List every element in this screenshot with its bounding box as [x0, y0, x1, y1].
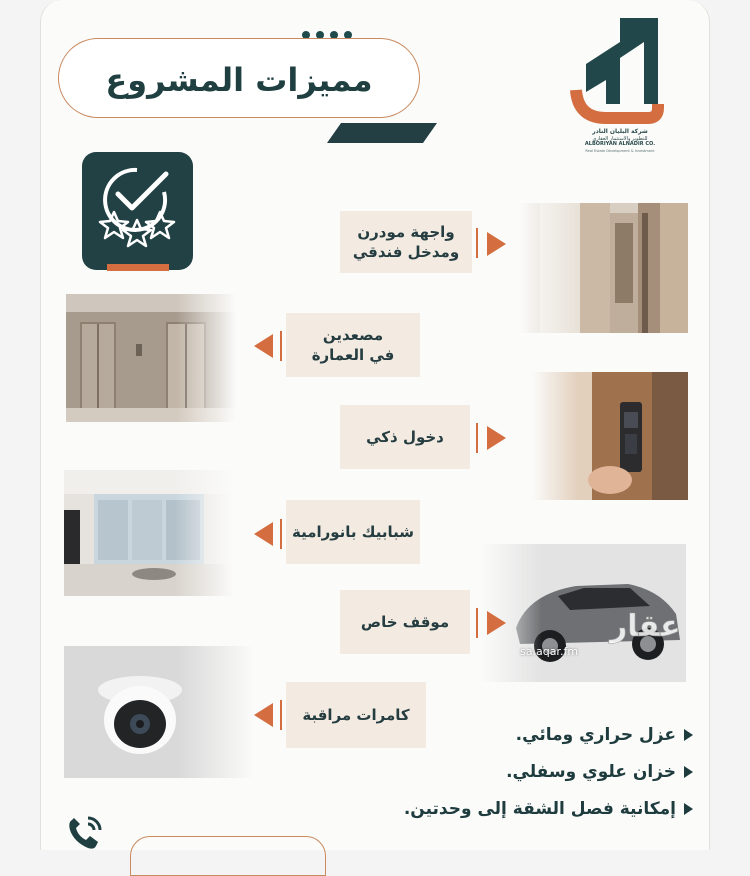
security-camera-photo: [64, 646, 254, 778]
check-stars-icon: [82, 152, 193, 270]
feature-label-smart-entry: [340, 405, 470, 469]
arrow-left-icon: [254, 334, 273, 358]
feature-text-line: ومدخل فندقي: [352, 243, 460, 261]
logo-company-name-en: ALBORIYAN ALNADIR CO.: [584, 141, 656, 147]
arrow-right-icon: [487, 426, 506, 450]
watermark-url: sa.aqar.fm: [520, 645, 579, 658]
feature-text-line: موقف خاص: [360, 612, 450, 631]
panoramic-windows-photo: [64, 470, 234, 596]
arrow-right-icon: [487, 611, 506, 635]
extra-features-list: [360, 716, 696, 827]
feature-label-elevators: [286, 313, 420, 377]
feature-divider: [476, 423, 478, 453]
feature-label-private-parking: [340, 590, 470, 654]
list-item-text: خزان علوي وسفلي.: [506, 761, 676, 782]
smart-lock-photo: [532, 372, 688, 500]
feature-text-line: شبابيك بانورامية: [291, 522, 415, 541]
contact-frame: [130, 836, 326, 876]
quality-badge: [82, 152, 193, 270]
feature-divider: [476, 608, 478, 638]
feature-divider: [280, 700, 282, 730]
arrow-left-icon: [254, 703, 273, 727]
logo-company-name-ar: شركة البليان النادر: [592, 128, 648, 135]
arrow-left-icon: [254, 522, 273, 546]
list-item-text: إمكانية فصل الشقة إلى وحدتين.: [403, 798, 676, 819]
feature-text-line: كامرات مراقبة: [302, 705, 410, 724]
bullet-triangle-icon: [684, 766, 693, 778]
arrow-right-icon: [487, 232, 506, 256]
list-item: [360, 716, 696, 753]
phone-icon: [64, 814, 114, 850]
list-item: [360, 753, 696, 790]
list-item: [360, 790, 696, 827]
bullet-triangle-icon: [684, 803, 693, 815]
page-title: مميزات المشروع: [105, 61, 373, 99]
feature-label-modern-lobby: [340, 211, 472, 273]
elevators-photo: [66, 294, 236, 422]
bullet-triangle-icon: [684, 729, 693, 741]
badge-accent-bar: [107, 264, 169, 271]
logo-tagline-ar: للتطوير والاستثمار العقاري: [592, 136, 648, 142]
feature-text-line: دخول ذكي: [366, 427, 444, 446]
feature-divider: [280, 519, 282, 549]
feature-label-panoramic-windows: [286, 500, 420, 564]
modern-lobby-photo: [520, 203, 688, 333]
watermark-brand: عقار: [610, 609, 681, 644]
feature-text-line: في العمارة: [311, 346, 395, 364]
feature-divider: [280, 331, 282, 361]
feature-divider: [476, 228, 478, 258]
feature-text-line: مصعدين: [322, 325, 384, 344]
logo-tagline-en: Real Estate Development & Investment: [585, 149, 655, 153]
feature-text-line: واجهة مودرن: [357, 222, 455, 241]
title-accent-bar: [327, 123, 437, 143]
list-item-text: عزل حراري ومائي.: [515, 724, 676, 745]
